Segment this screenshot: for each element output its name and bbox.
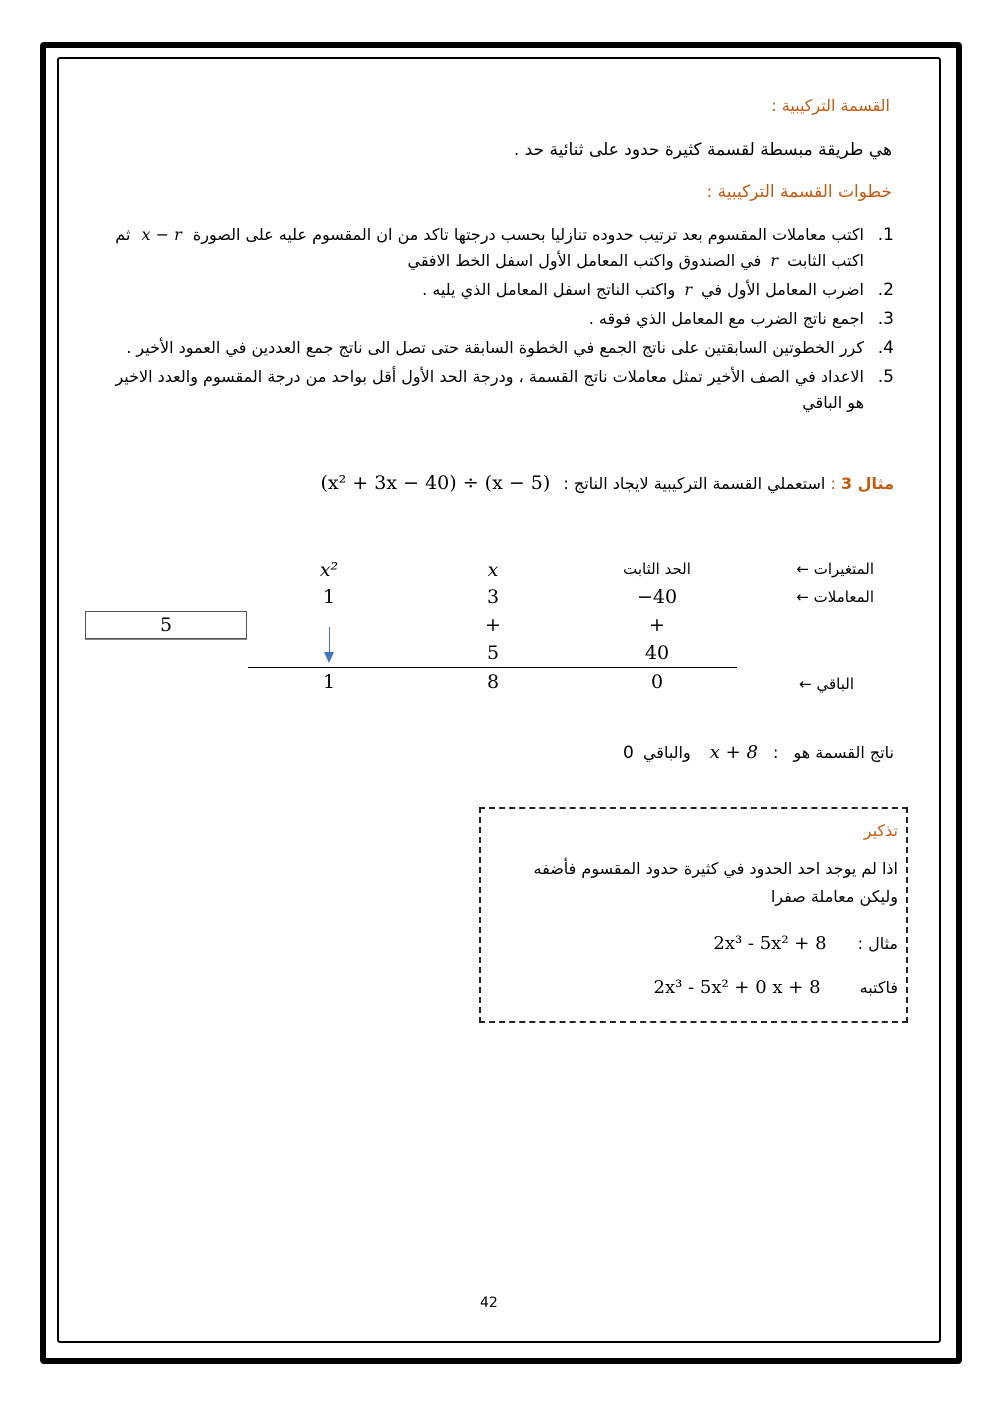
quotient-colon: : xyxy=(773,743,779,762)
reminder-example xyxy=(713,933,898,954)
header-x: x xyxy=(487,559,499,581)
quotient-label: ناتج القسمة هو xyxy=(793,743,894,762)
reminder-body: اذا لم يوجد احد الحدود في كثيرة حدود المقسوم فأضفه وليكن معاملة صفرا xyxy=(533,859,898,906)
step-number: 2. xyxy=(877,280,894,300)
page-number: 42 xyxy=(480,1295,498,1311)
header-x-squared: x² xyxy=(319,559,339,581)
reminder-rewrite-expression: 2x³ - 5x² + 0 x + 8 xyxy=(653,977,821,998)
quotient-expression: x + 8 xyxy=(709,742,758,763)
steps-heading: خطوات القسمة التركيبية : xyxy=(706,182,892,202)
row-label-remainder: الباقي ← xyxy=(799,675,854,693)
step-number: 3. xyxy=(877,309,894,329)
step-text: اضرب المعامل الأول في xyxy=(701,280,864,299)
header-constant: الحد الثابت xyxy=(623,560,691,578)
step-text: في الصندوق واكتب المعامل الأول اسفل الخط الافقي xyxy=(407,251,762,270)
divisor-box: 5 xyxy=(85,611,247,639)
step-text: كرر الخطوتين السابقتين على ناتج الجمع في الخطوة السابقة حتى تصل الى ناتج جمع العددين في العمود الأخير . xyxy=(126,338,864,357)
product-cell: 40 xyxy=(644,642,670,664)
step-item xyxy=(94,277,894,303)
arrow-head-icon xyxy=(324,652,334,663)
step-text: واكتب الناتج اسفل المعامل الذي يليه . xyxy=(422,280,676,299)
result-cell: 1 xyxy=(322,671,336,693)
result-cell: 0 xyxy=(650,671,664,693)
step-text: ثم اكتب الثابت xyxy=(115,225,864,270)
step-item xyxy=(94,222,894,274)
example-colon: : xyxy=(830,474,841,493)
product-cell: 5 xyxy=(486,642,500,664)
step-text: اكتب معاملات المقسوم بعد ترتيب حدوده تنازليا بحسب درجتها تاكد من ان المقسوم عليه على الصورة xyxy=(192,225,864,244)
example-expression: (x² + 3x − 40) ÷ (x − 5) xyxy=(320,472,551,494)
reminder-title: تذكير xyxy=(863,821,898,840)
step-item xyxy=(94,335,894,361)
reminder-box xyxy=(479,807,908,1023)
step-text: الاعداد في الصف الأخير تمثل معاملات ناتج القسمة ، ودرجة الحد الأول أقل بواحد من درجة المقسوم والعدد الاخير هو الباقي xyxy=(115,367,864,412)
steps-list xyxy=(94,222,894,419)
example-label: مثال 3 xyxy=(840,474,894,493)
remainder-label: والباقي xyxy=(642,743,691,762)
section-title: القسمة التركيبية : xyxy=(771,96,890,115)
step-math: x − r xyxy=(141,225,182,244)
step-item xyxy=(94,306,894,332)
reminder-example-expression: 2x³ - 5x² + 8 xyxy=(713,933,827,954)
coefficient-cell: 1 xyxy=(322,586,336,608)
step-number: 1. xyxy=(877,225,894,245)
step-text: اجمع ناتج الضرب مع المعامل الذي فوقه . xyxy=(588,309,864,328)
plus-sign: + xyxy=(649,614,665,636)
bring-down-arrow-icon xyxy=(329,627,330,653)
step-math: r xyxy=(684,280,692,299)
step-number: 4. xyxy=(877,338,894,358)
step-math: r xyxy=(770,251,779,270)
example-instruction: استعملي القسمة التركيبية لايجاد الناتج : xyxy=(563,474,826,493)
reminder-example-label: مثال : xyxy=(857,934,898,953)
row-label-variables: المتغيرات ← xyxy=(796,560,874,578)
result-cell: 8 xyxy=(486,671,500,693)
step-item xyxy=(94,364,894,416)
result-divider-line xyxy=(248,667,737,668)
plus-sign: + xyxy=(485,614,501,636)
step-number: 5. xyxy=(877,367,894,387)
coefficient-cell: −40 xyxy=(636,586,678,608)
definition-text: هي طريقة مبسطة لقسمة كثيرة حدود على ثنائية حد . xyxy=(513,140,892,160)
coefficient-cell: 3 xyxy=(486,586,500,608)
reminder-rewrite-label: فاكتبه xyxy=(859,978,898,997)
reminder-rewrite xyxy=(654,977,898,998)
quotient-sentence xyxy=(623,742,894,763)
example-line xyxy=(321,472,895,494)
remainder-value: 0 xyxy=(623,743,634,763)
row-label-coefficients: المعاملات ← xyxy=(796,588,874,606)
